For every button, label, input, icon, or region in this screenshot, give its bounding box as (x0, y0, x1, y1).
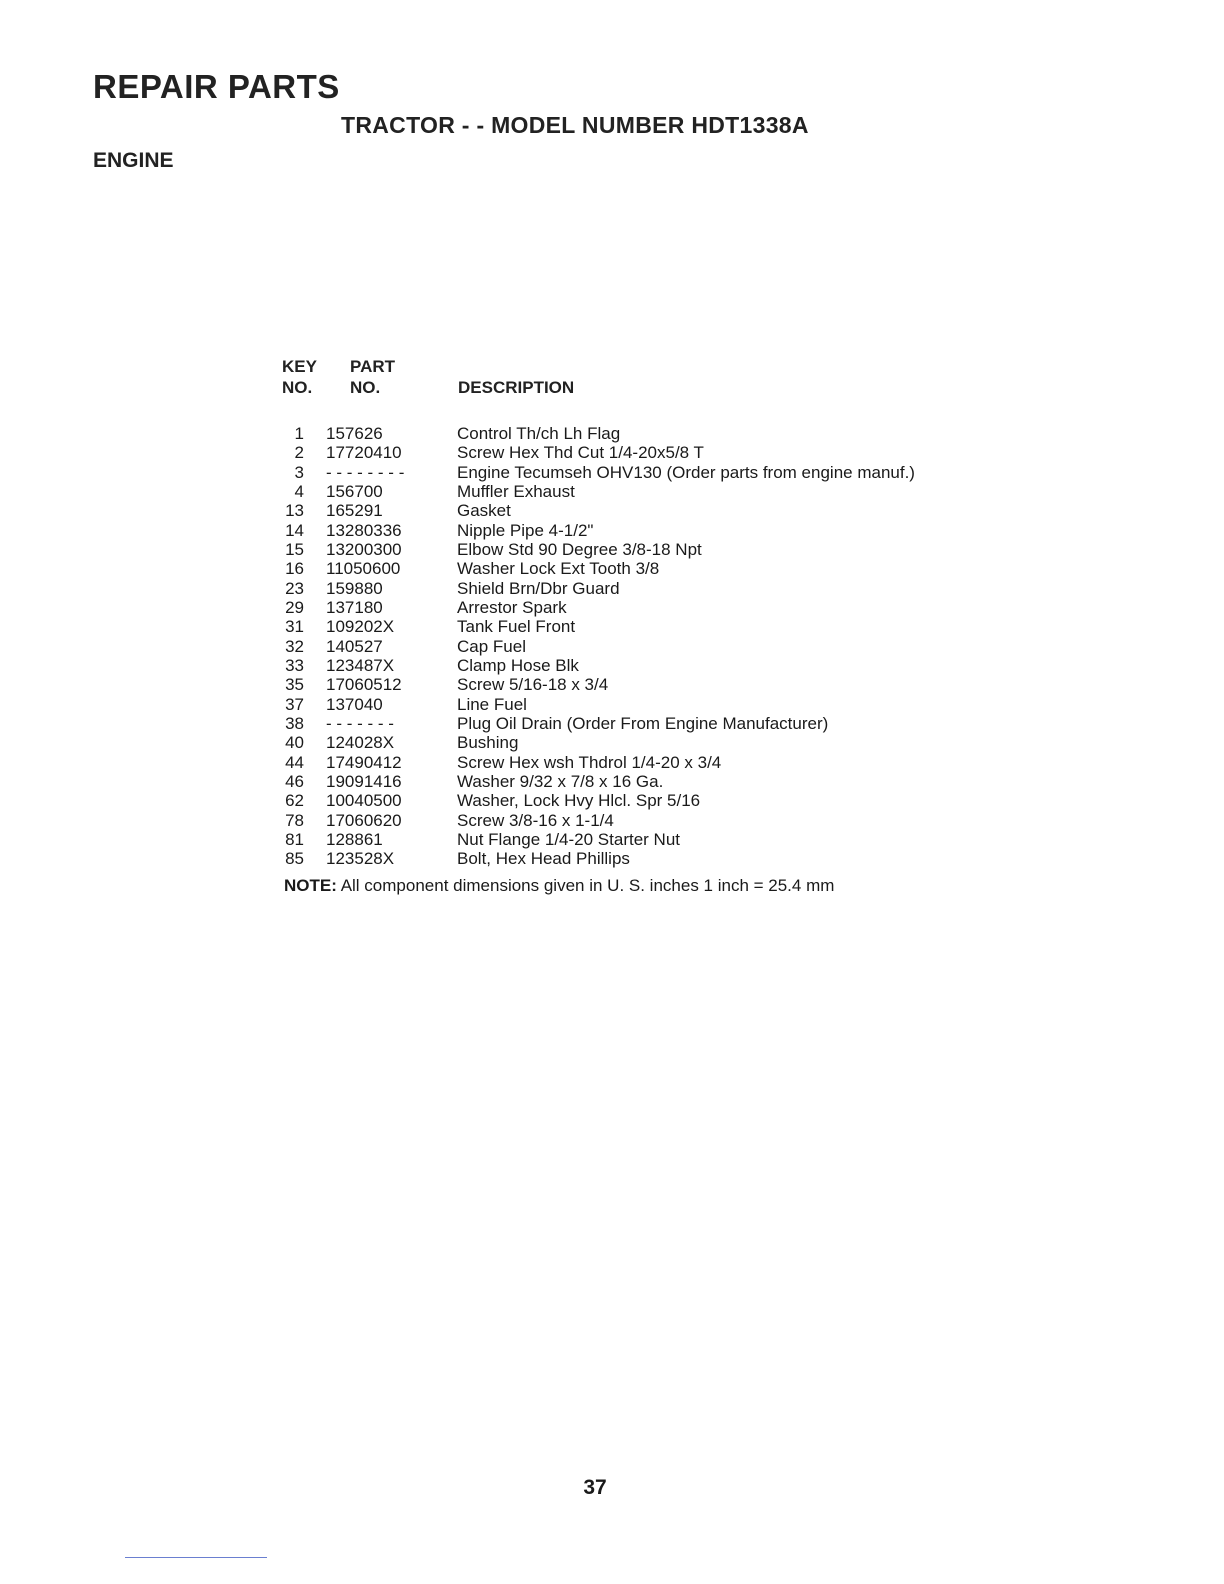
part-number-cell: 17490412 (326, 752, 402, 772)
part-number-cell: 13200300 (326, 539, 402, 559)
key-cell: 31 (285, 617, 304, 637)
description-cell: Washer Lock Ext Tooth 3/8 (457, 559, 660, 579)
col-key-label-1: KEY (282, 357, 317, 376)
key-cell: 2 (294, 443, 304, 463)
key-cell: 13 (285, 501, 304, 521)
table-row (280, 540, 1000, 559)
note (284, 876, 834, 896)
note-label: NOTE: (284, 876, 337, 895)
key-cell: 78 (285, 810, 304, 830)
table-row (280, 714, 1000, 733)
part-number-cell: 137040 (326, 694, 383, 714)
table-row (280, 443, 1000, 462)
part-number-cell: 17720410 (326, 443, 402, 463)
part-number-cell: 124028X (326, 733, 395, 753)
description-cell: Elbow Std 90 Degree 3/8-18 Npt (457, 539, 702, 559)
table-row (280, 501, 1000, 520)
part-number-cell: 140527 (326, 636, 383, 656)
part-number-cell: 109202X (326, 617, 395, 637)
description-cell: Nut Flange 1/4-20 Starter Nut (457, 829, 681, 849)
table-row (280, 791, 1000, 810)
col-part-label-2: NO. (350, 378, 381, 397)
part-number-cell: 17060620 (326, 810, 402, 830)
key-cell: 81 (285, 829, 304, 849)
part-number-cell: 123528X (326, 849, 395, 869)
description-cell: Screw 3/8-16 x 1-1/4 (457, 810, 614, 830)
key-cell: 15 (285, 539, 304, 559)
description-cell: Gasket (457, 501, 511, 521)
table-row (280, 849, 1000, 868)
key-cell: 46 (285, 771, 304, 791)
key-cell: 37 (285, 694, 304, 714)
part-number-cell: 157626 (326, 424, 383, 443)
description-cell: Washer 9/32 x 7/8 x 16 Ga. (457, 771, 664, 791)
description-cell: Muffler Exhaust (457, 481, 575, 501)
key-cell: 29 (285, 597, 304, 617)
model-subtitle: TRACTOR - - MODEL NUMBER HDT1338A (341, 112, 809, 138)
table-row (280, 482, 1000, 501)
parts-table (280, 424, 1000, 869)
key-cell: 1 (294, 424, 304, 443)
description-cell: Nipple Pipe 4-1/2" (457, 520, 594, 540)
part-number-cell: 11050600 (326, 559, 401, 579)
table-row (280, 695, 1000, 714)
part-number-cell: 156700 (326, 481, 383, 501)
table-row (280, 521, 1000, 540)
table-row (280, 617, 1000, 636)
part-number-cell: - - - - - - - (326, 713, 394, 733)
key-cell: 44 (285, 752, 304, 772)
key-cell: 40 (285, 733, 304, 753)
page-title: REPAIR PARTS (93, 68, 340, 105)
part-number-cell: 128861 (326, 829, 383, 849)
description-cell: Shield Brn/Dbr Guard (457, 578, 620, 598)
table-row (280, 811, 1000, 830)
section-heading: ENGINE (93, 149, 174, 172)
key-cell: 23 (285, 578, 304, 598)
key-cell: 38 (285, 713, 304, 733)
table-row (280, 424, 1000, 443)
col-description-label: DESCRIPTION (458, 378, 575, 397)
part-number-cell: 17060512 (326, 675, 402, 695)
table-row (280, 675, 1000, 694)
description-cell: Bushing (457, 733, 519, 753)
description-cell: Engine Tecumseh OHV130 (Order parts from engine manuf.) (457, 462, 915, 482)
description-cell: Plug Oil Drain (Order From Engine Manufacturer) (457, 713, 829, 733)
description-cell: Screw Hex Thd Cut 1/4-20x5/8 T (457, 443, 704, 463)
description-cell: Cap Fuel (457, 636, 526, 656)
key-cell: 32 (285, 636, 304, 656)
description-cell: Screw 5/16-18 x 3/4 (457, 675, 609, 695)
key-cell: 85 (285, 849, 304, 869)
note-text: All component dimensions given in U. S. inches 1 inch = 25.4 mm (340, 876, 835, 895)
table-row (280, 753, 1000, 772)
footer-rule (125, 1557, 267, 1558)
table-row (280, 830, 1000, 849)
part-number-cell: - - - - - - - - (326, 462, 405, 482)
description-cell: Washer, Lock Hvy Hlcl. Spr 5/16 (457, 791, 701, 811)
key-cell: 4 (294, 481, 304, 501)
description-cell: Screw Hex wsh Thdrol 1/4-20 x 3/4 (457, 752, 722, 772)
key-cell: 35 (285, 675, 304, 695)
key-cell: 3 (294, 462, 304, 482)
col-part-label-1: PART (350, 357, 396, 376)
part-number-cell: 13280336 (326, 520, 402, 540)
table-row (280, 772, 1000, 791)
table-row (280, 579, 1000, 598)
table-row (280, 463, 1000, 482)
table-row (280, 656, 1000, 675)
description-cell: Bolt, Hex Head Phillips (457, 849, 630, 869)
key-cell: 16 (285, 559, 304, 579)
part-number-cell: 159880 (326, 578, 383, 598)
key-cell: 33 (285, 655, 304, 675)
part-number-cell: 165291 (326, 501, 383, 521)
part-number-cell: 123487X (326, 655, 395, 675)
part-number-cell: 19091416 (326, 771, 402, 791)
key-cell: 14 (285, 520, 304, 540)
description-cell: Control Th/ch Lh Flag (457, 424, 621, 443)
page-number: 37 (583, 1476, 607, 1499)
description-cell: Clamp Hose Blk (457, 655, 579, 675)
part-number-cell: 137180 (326, 597, 383, 617)
part-number-cell: 10040500 (326, 791, 402, 811)
table-row (280, 637, 1000, 656)
table-row (280, 559, 1000, 578)
key-cell: 62 (285, 791, 304, 811)
table-row (280, 733, 1000, 752)
description-cell: Arrestor Spark (457, 597, 567, 617)
description-cell: Line Fuel (457, 694, 527, 714)
table-row (280, 598, 1000, 617)
col-key-label-2: NO. (282, 378, 313, 397)
description-cell: Tank Fuel Front (457, 617, 576, 637)
